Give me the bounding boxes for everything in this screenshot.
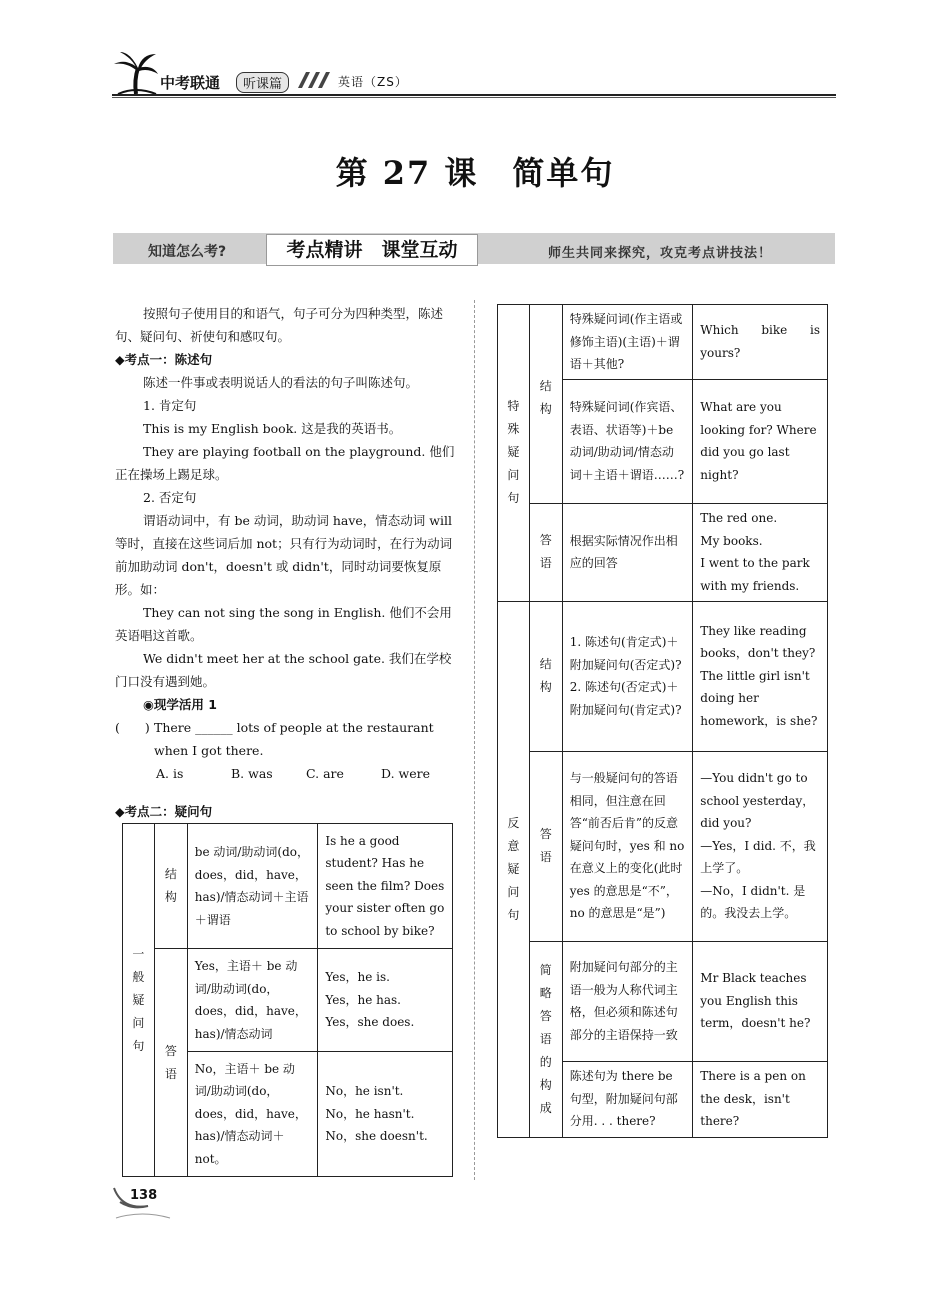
- example-cell: [693, 503, 828, 601]
- example-cell: Mr Black teaches you English this term，doesn't he?: [693, 941, 828, 1061]
- example-line: —Yes，I did. 不，我上学了。: [700, 838, 816, 876]
- group-label: 一般疑问句: [123, 824, 155, 1177]
- rule-cell: 与一般疑问句的答语相同，但注意在回答“前否后肯”的反意疑问句时，yes 和 no 在意义上的变化(此时 yes 的意思是“不”，no 的意思是“是”): [562, 751, 693, 941]
- question-types-table: [497, 304, 828, 1138]
- row-label: 答语: [529, 751, 562, 941]
- example-cell: [318, 1052, 453, 1177]
- group-label: 特殊疑问句: [498, 305, 530, 602]
- practice-heading: ◉现学活用 1: [143, 697, 217, 712]
- example-line: No，she doesn't.: [325, 1129, 428, 1144]
- section-tag: 听课篇: [236, 72, 289, 93]
- example-line: No，he hasn't.: [325, 1106, 415, 1121]
- example-cell: [693, 751, 828, 941]
- example-cell: [318, 949, 453, 1052]
- row-label: 答语: [154, 949, 187, 1177]
- negative-rule: 谓语动词中，有 be 动词，助动词 have，情态动词 will 等时，直接在这些词后加 not；只有行为动词时，在行为动词前加助动词 don't，doesn't 或 didn't，同时动词要恢复原形。如：: [115, 513, 453, 597]
- option-d[interactable]: D. were: [381, 766, 430, 781]
- example-2: They are playing football on the playground. 他们正在操场上踢足球。: [115, 444, 455, 482]
- example-line: I went to the park with my friends.: [700, 556, 810, 593]
- option-c[interactable]: C. are: [306, 766, 344, 781]
- column-divider: [474, 300, 475, 1180]
- row-label: 结构: [154, 824, 187, 949]
- example-cell: They like reading books，don't they? The little girl isn't doing her homework，is she?: [693, 601, 828, 751]
- example-line: The red one.: [700, 511, 778, 525]
- rule-cell: No，主语＋ be 动词/助动词(do，does，did，have，has)/情态动词＋not。: [187, 1052, 318, 1177]
- kp1-definition: 陈述一件事或表明说话人的看法的句子叫陈述句。: [143, 375, 419, 390]
- rule-cell: Yes，主语＋ be 动词/助动词(do，does，did，have，has)/情态动词: [187, 949, 318, 1052]
- example-1: This is my English book. 这是我的英语书。: [143, 421, 402, 436]
- subheading-affirmative: 1. 肯定句: [143, 398, 197, 413]
- lesson-title: 第 27 课 简单句: [335, 154, 615, 192]
- example-cell: Which bike is yours?: [693, 305, 828, 380]
- brand-name: 中考联通: [160, 74, 221, 92]
- kp2-heading: ◆考点二：疑问句: [115, 804, 213, 819]
- intro-paragraph: 按照句子使用目的和语气，句子可分为四种类型，陈述句、疑问句、祈使句和感叹句。: [115, 306, 444, 344]
- example-cell: Is he a good student? Has he seen the film? Does your sister often go to school by bike?: [318, 824, 453, 949]
- row-label: 结构: [529, 305, 562, 504]
- example-line: —No，I didn't. 是的。我没去上学。: [700, 883, 806, 921]
- example-line: No，he isn't.: [325, 1084, 404, 1099]
- page-number: 138: [130, 1188, 158, 1203]
- practice-options: [156, 762, 456, 785]
- header-rule-thin: [112, 97, 836, 98]
- row-label: 简略答语的构成: [529, 941, 562, 1137]
- example-line: My books.: [700, 533, 763, 548]
- row-label: 答语: [529, 503, 562, 601]
- group-label: 反意疑问句: [498, 601, 530, 1137]
- general-question-table: [122, 823, 453, 1177]
- decorative-stripes-icon: [296, 72, 330, 88]
- example-3: They can not sing the song in English. 他们不会用英语唱这首歌。: [115, 605, 452, 643]
- option-a[interactable]: A. is: [156, 766, 184, 781]
- rule-cell: 特殊疑问词(作主语或修饰主语)(主语)＋谓语＋其他?: [562, 305, 693, 380]
- example-line: —You didn't go to school yesterday，did you?: [700, 771, 815, 831]
- example-4: We didn't meet her at the school gate. 我们在学校门口没有遇到她。: [115, 651, 452, 689]
- row-label: 结构: [529, 601, 562, 751]
- header-rule: [112, 94, 836, 96]
- option-b[interactable]: B. was: [231, 766, 273, 781]
- example-cell: What are you looking for? Where did you go last night?: [693, 379, 828, 503]
- example-line: Yes，he has.: [325, 992, 401, 1007]
- rule-cell: 特殊疑问词(作宾语、表语、状语等)＋be 动词/助动词/情态动词＋主语＋谓语……?: [562, 379, 693, 503]
- answer-blank[interactable]: ( ): [115, 720, 150, 735]
- rule-cell: 陈述句为 there be 句型，附加疑问句部分用. . . there?: [562, 1061, 693, 1137]
- example-line: Yes，he is.: [325, 970, 390, 985]
- rule-cell: 根据实际情况作出相应的回答: [562, 503, 693, 601]
- example-line: Yes，she does.: [325, 1015, 415, 1030]
- rule-cell: be 动词/助动词(do，does，did，have，has)/情态动词＋主语＋谓语: [187, 824, 318, 949]
- example-cell: There is a pen on the desk，isn't there?: [693, 1061, 828, 1137]
- banner-right-text: 师生共同来探究，攻克考点讲技法！: [548, 246, 773, 261]
- kp1-heading: ◆考点一：陈述句: [115, 352, 213, 367]
- rule-cell: [562, 601, 693, 751]
- banner-left-text: 知道怎么考?: [148, 244, 227, 260]
- rule-line: 1. 陈述句(肯定式)＋附加疑问句(否定式)?: [569, 635, 682, 672]
- rule-line: 2. 陈述句(否定式)＋附加疑问句(肯定式)?: [569, 680, 682, 717]
- banner-middle-text: 考点精讲 课堂互动: [266, 234, 478, 266]
- practice-question: There ______ lots of people at the restaurant when I got there.: [154, 720, 434, 758]
- subheading-negative: 2. 否定句: [143, 490, 197, 505]
- palm-tree-logo-icon: [112, 50, 160, 96]
- subject-label: 英语（ZS）: [338, 75, 408, 89]
- rule-cell: 附加疑问句部分的主语一般为人称代词主格，但必须和陈述句部分的主语保持一致: [562, 941, 693, 1061]
